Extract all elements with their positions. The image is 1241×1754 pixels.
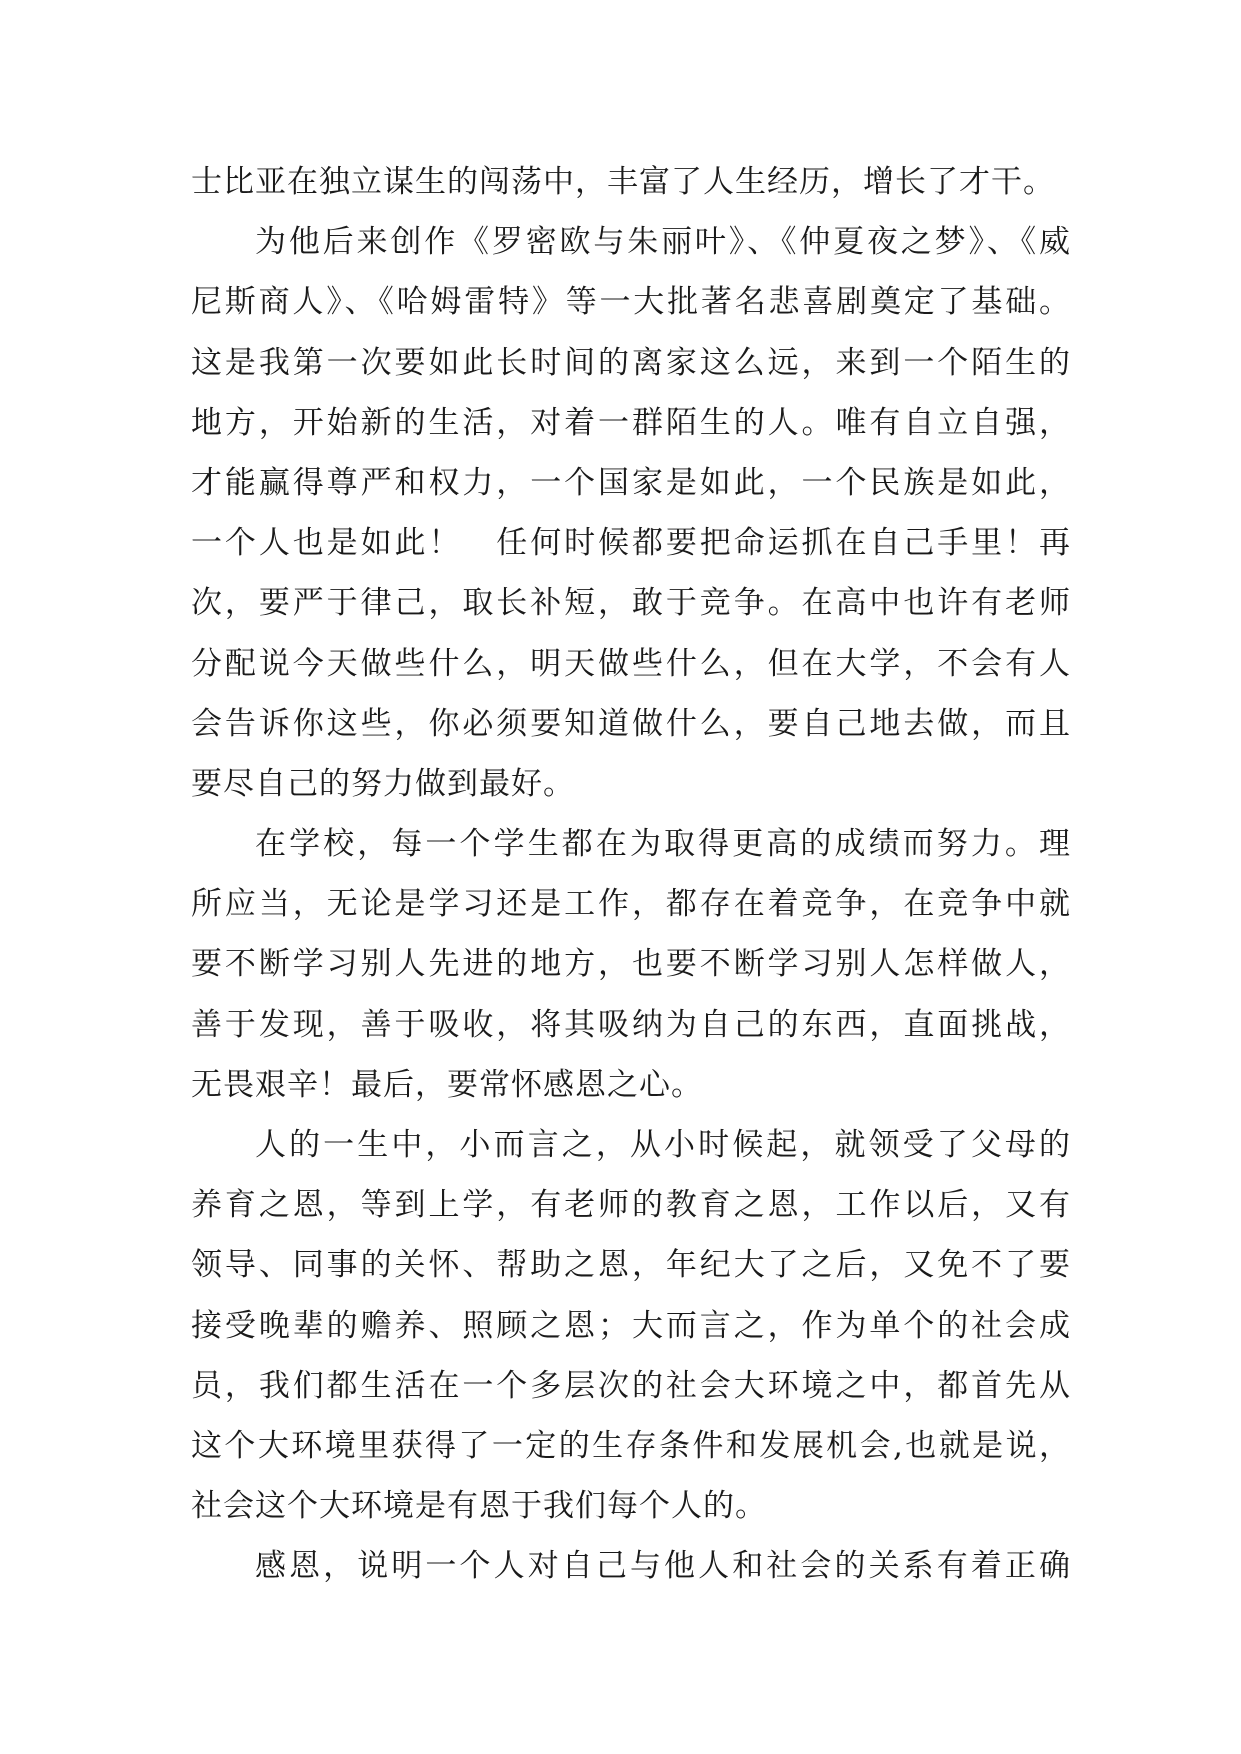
- text-line: 感恩，说明一个人对自己与他人和社会的关系有着正确: [255, 1548, 1071, 1585]
- text-line: 尼斯商人》、《哈姆雷特》等一大批著名悲喜剧奠定了基础。: [191, 284, 1071, 321]
- text-line: 会告诉你这些，你必须要知道做什么，要自己地去做，而且: [191, 705, 1071, 742]
- text-line: 这是我第一次要如此长时间的离家这么远，来到一个陌生的: [191, 344, 1071, 381]
- text-line: 员，我们都生活在一个多层次的社会大环境之中，都首先从: [191, 1367, 1071, 1404]
- text-line: 在学校，每一个学生都在为取得更高的成绩而努力。理: [255, 826, 1071, 863]
- text-line: 养育之恩，等到上学，有老师的教育之恩，工作以后，又有: [191, 1187, 1071, 1224]
- body-text: [191, 152, 1071, 1597]
- text-line: 地方，开始新的生活，对着一群陌生的人。唯有自立自强，: [191, 404, 1071, 441]
- text-line: 一个人也是如此！ 任何时候都要把命运抓在自己手里！再: [191, 525, 1071, 562]
- text-line: 所应当，无论是学习还是工作，都存在着竞争，在竞争中就: [191, 886, 1071, 923]
- text-line: 这个大环境里获得了一定的生存条件和发展机会,也就是说，: [191, 1427, 1071, 1464]
- text-line: 要尽自己的努力做到最好。: [191, 765, 575, 802]
- text-line: 次，要严于律己，取长补短，敢于竞争。在高中也许有老师: [191, 585, 1071, 622]
- text-line: 人的一生中，小而言之，从小时候起，就领受了父母的: [255, 1127, 1071, 1163]
- text-line: 领导、同事的关怀、帮助之恩，年纪大了之后，又免不了要: [191, 1247, 1071, 1284]
- text-line: 要不断学习别人先进的地方，也要不断学习别人怎样做人，: [191, 946, 1071, 983]
- text-line: 善于发现，善于吸收，将其吸纳为自己的东西，直面挑战，: [191, 1006, 1071, 1043]
- text-line: 分配说今天做些什么，明天做些什么，但在大学，不会有人: [191, 645, 1071, 682]
- text-line: 接受晚辈的赡养、照顾之恩；大而言之，作为单个的社会成: [191, 1307, 1071, 1344]
- text-line: 士比亚在独立谋生的闯荡中，丰富了人生经历，增长了才干。: [191, 164, 1055, 200]
- text-line: 无畏艰辛！最后，要常怀感恩之心。: [191, 1066, 703, 1103]
- text-line: 才能赢得尊严和权力，一个国家是如此，一个民族是如此，: [191, 464, 1071, 501]
- text-line: 为他后来创作《罗密欧与朱丽叶》、《仲夏夜之梦》、《威: [255, 224, 1071, 261]
- text-line: 社会这个大环境是有恩于我们每个人的。: [191, 1488, 767, 1525]
